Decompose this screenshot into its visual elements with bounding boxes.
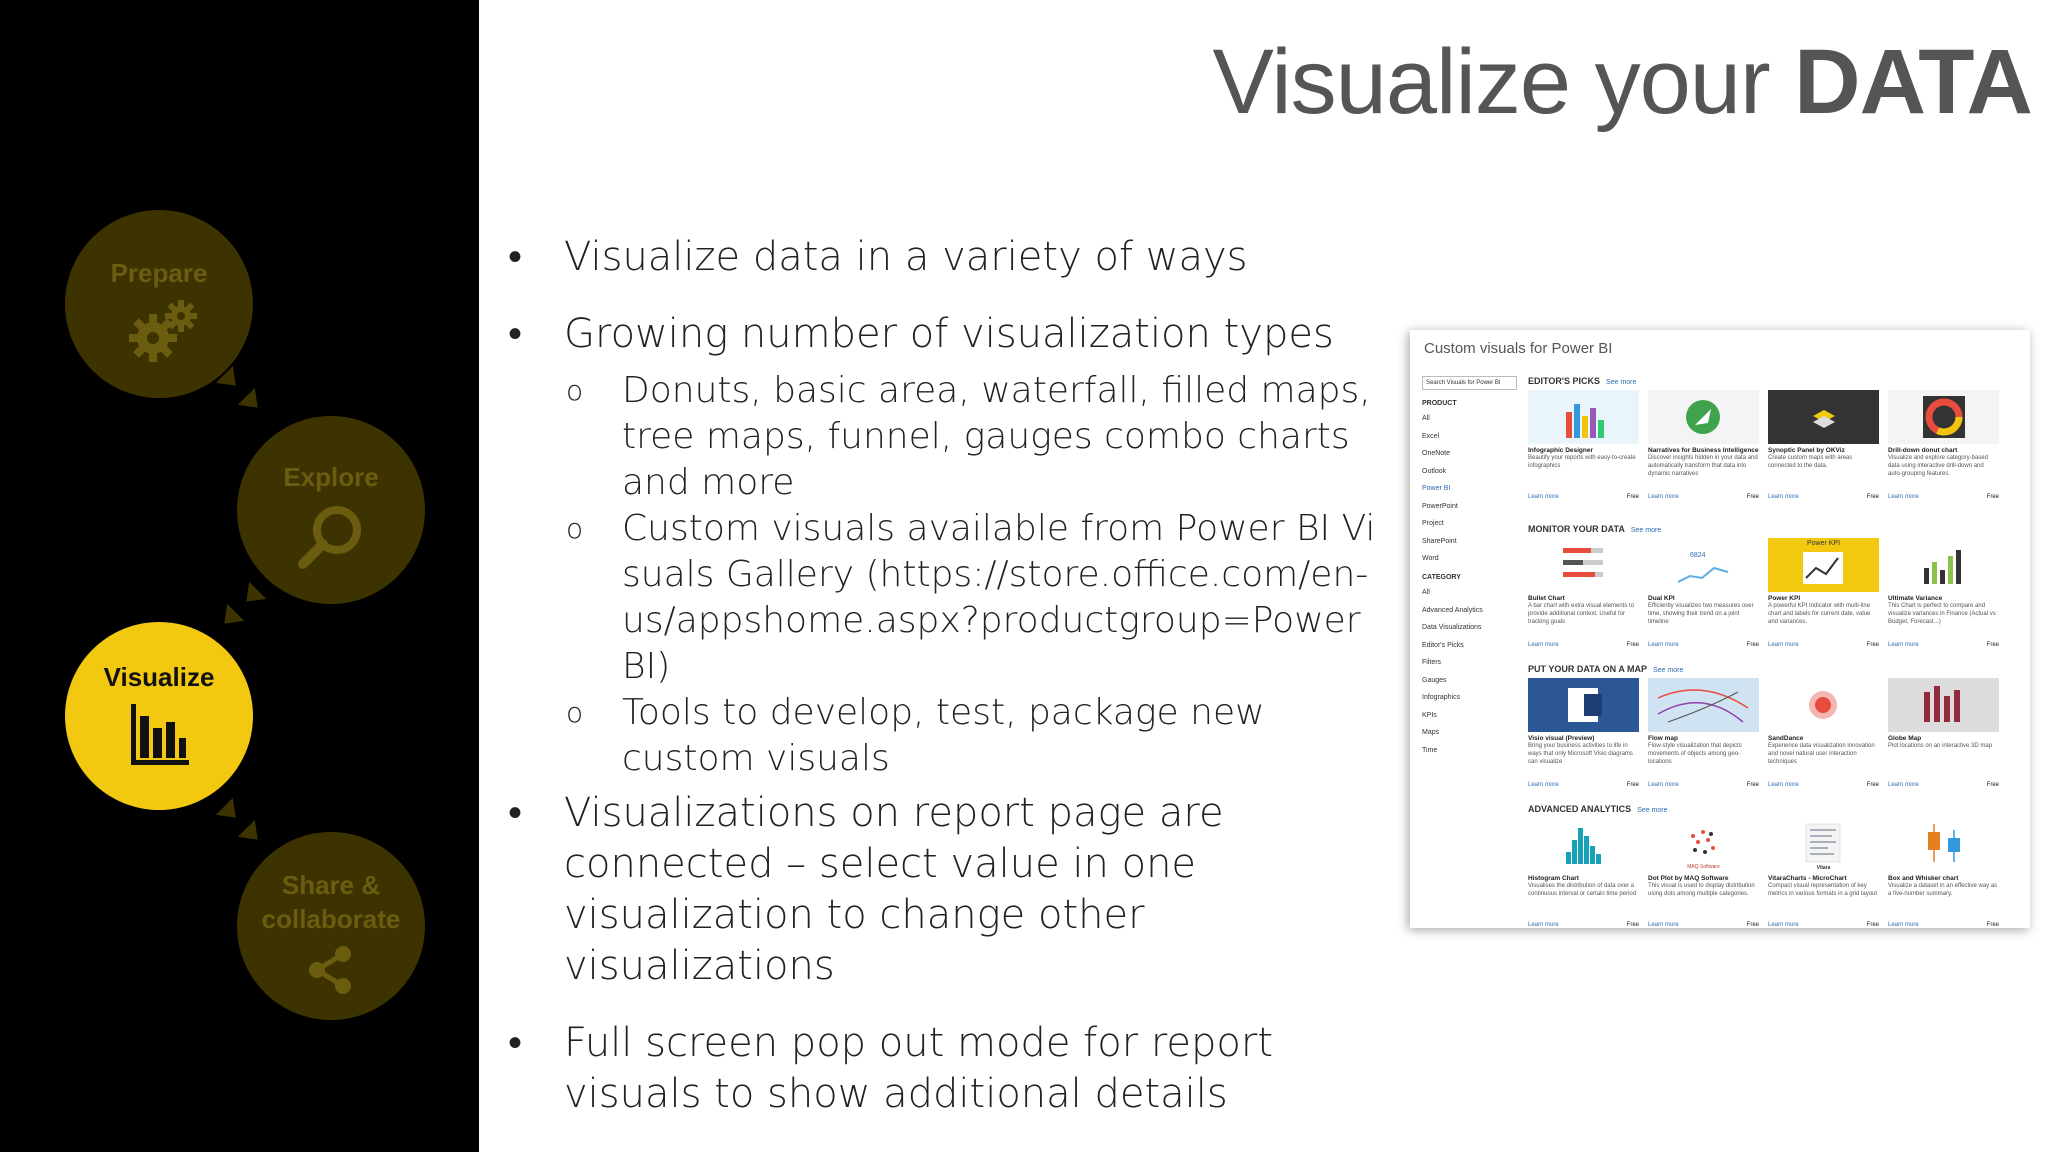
title-bold: DATA	[1794, 31, 2032, 133]
card-desc: A powerful KPI Indicator with multi-line chart and labels for current date, value and variances.	[1768, 603, 1871, 625]
card-name: Dot Plot by MAQ Software	[1648, 875, 1729, 882]
section-heading: ADVANCED ANALYTICS	[1528, 804, 1632, 814]
visual-card[interactable]	[1888, 678, 1999, 788]
infographic-thumb	[1528, 390, 1639, 444]
price-label: Free	[1986, 782, 1999, 788]
bullet-3: • Visualizations on report page are connected – select value in one visualization to change other visualizations	[500, 788, 1380, 992]
step-share-label-1: Share &	[281, 870, 381, 900]
bar-chart-icon	[127, 704, 191, 770]
step-share-label-2: collaborate	[261, 904, 401, 934]
card-desc: Beautify your reports with easy-to-create infographics	[1528, 455, 1636, 469]
card-desc: Visualize a dataset in an effective way as a five-number summary.	[1888, 883, 1998, 897]
step-prepare[interactable]	[65, 210, 253, 398]
card-thumbnail	[1528, 390, 1639, 444]
learn-more-link[interactable]: Learn more	[1528, 922, 1559, 928]
price-label: Free	[1866, 922, 1879, 928]
price-label: Free	[1986, 494, 1999, 500]
visual-card[interactable]	[1768, 538, 1879, 648]
price-label: Free	[1986, 642, 1999, 648]
product-filter-selected[interactable]: Power BI	[1422, 485, 1451, 492]
slide-title	[1213, 30, 2032, 135]
product-filter[interactable]: Outlook	[1422, 467, 1447, 475]
visual-card[interactable]	[1648, 538, 1759, 648]
flow-arrow	[238, 582, 266, 610]
card-thumbnail	[1528, 678, 1639, 732]
step-visualize-label: Visualize	[103, 662, 215, 692]
price-label: Free	[1866, 782, 1879, 788]
section-heading: EDITOR'S PICKS	[1528, 376, 1600, 386]
card-desc: Efficiently visualizes two measures over time, showing their trend on a joint timeline	[1648, 603, 1754, 625]
learn-more-link[interactable]: Learn more	[1888, 494, 1919, 500]
learn-more-link[interactable]: Learn more	[1528, 782, 1559, 788]
narratives-thumb	[1648, 390, 1759, 444]
card-name: Infographic Designer	[1528, 447, 1594, 454]
card-name: Dual KPI	[1648, 595, 1675, 602]
category-filter[interactable]: Editor's Picks	[1422, 641, 1464, 649]
card-thumbnail	[1768, 538, 1879, 592]
vitara-thumb	[1768, 818, 1879, 872]
histogram-thumb	[1528, 818, 1639, 872]
learn-more-link[interactable]: Learn more	[1768, 494, 1799, 500]
sub-bullet-3: o Tools to develop, test, package new custom visuals	[500, 690, 1380, 782]
bullet-2: • Growing number of visualization types	[500, 309, 1380, 360]
learn-more-link[interactable]: Learn more	[1768, 782, 1799, 788]
card-name: Narratives for Business Intelligence	[1648, 447, 1759, 454]
sub-bullet-2: o Custom visuals available from Power BI Visuals Gallery (https://store.office.com/en-us/appshome.aspx?productgroup=PowerBI)	[500, 506, 1380, 690]
flow-map-thumb	[1648, 678, 1759, 732]
learn-more-link[interactable]: Learn more	[1768, 922, 1799, 928]
card-name: Ultimate Variance	[1888, 595, 1943, 602]
product-filter[interactable]: OneNote	[1422, 450, 1451, 457]
see-more-link[interactable]: See more	[1606, 379, 1637, 386]
visual-card[interactable]	[1648, 390, 1759, 500]
dual-kpi-value: 6824	[1690, 552, 1706, 559]
card-desc: A bar chart with extra visual elements to provide additional context. Useful for tracking goals	[1528, 603, 1635, 625]
product-filter[interactable]: SharePoint	[1422, 537, 1457, 545]
card-name: Bullet Chart	[1528, 595, 1565, 602]
flow-arrow	[216, 604, 244, 632]
price-label: Free	[1746, 494, 1759, 500]
box-whisker-thumb	[1888, 818, 1999, 872]
product-filter[interactable]: All	[1422, 415, 1430, 422]
product-filter[interactable]: Word	[1422, 555, 1439, 562]
synoptic-thumb	[1768, 390, 1879, 444]
product-filter[interactable]: PowerPoint	[1422, 502, 1458, 510]
step-explore-label: Explore	[283, 462, 379, 492]
learn-more-link[interactable]: Learn more	[1888, 922, 1919, 928]
sub-bullet-1: o Donuts, basic area, waterfall, filled maps, tree maps, funnel, gauges combo charts and more	[500, 368, 1380, 506]
category-filter[interactable]: KPIs	[1422, 711, 1437, 719]
vitara-thumb-label: Vitara	[1816, 865, 1831, 871]
card-name: Flow map	[1648, 735, 1678, 742]
visual-card[interactable]	[1888, 538, 1999, 648]
visual-card[interactable]	[1768, 390, 1879, 500]
magnifier-icon	[295, 502, 367, 574]
custom-visuals-store-screenshot	[1410, 330, 2030, 928]
sanddance-thumb	[1768, 678, 1879, 732]
card-thumbnail	[1528, 818, 1639, 872]
maq-thumb-label: MAQ Software	[1687, 864, 1720, 870]
bullet-thumb	[1528, 538, 1639, 592]
category-filter[interactable]: Gauges	[1422, 676, 1447, 684]
visual-card[interactable]	[1528, 538, 1639, 648]
price-label: Free	[1866, 642, 1879, 648]
bullet-1: • Visualize data in a variety of ways	[500, 232, 1380, 283]
card-name: Box and Whisker chart	[1888, 875, 1959, 882]
price-label: Free	[1626, 494, 1639, 500]
card-desc: Experience data visualization innovation and novel natural user interaction techniques	[1768, 743, 1875, 765]
flow-arrow	[216, 798, 244, 826]
price-label: Free	[1746, 642, 1759, 648]
card-thumbnail	[1648, 538, 1759, 592]
card-desc: Flow-style visualization that depicts movements of objects among geo-locations	[1648, 743, 1742, 765]
bullet-4: • Full screen pop out mode for report visuals to show additional details	[500, 1018, 1380, 1120]
card-thumbnail	[1888, 538, 1999, 592]
category-filter[interactable]: Maps	[1422, 729, 1440, 736]
card-desc: Plot locations on an interactive 3D map	[1888, 743, 1993, 749]
learn-more-link[interactable]: Learn more	[1888, 782, 1919, 788]
card-name: VitaraCharts - MicroChart	[1768, 875, 1847, 882]
card-thumbnail	[1768, 390, 1879, 444]
card-desc: This Chart is perfect to compare and visualize variances in Finance (Actual vs Budget, Forecast...)	[1888, 603, 1996, 625]
step-visualize[interactable]	[65, 622, 253, 810]
visual-card[interactable]	[1528, 818, 1639, 928]
store-section-monitor	[1528, 524, 2023, 648]
learn-more-link[interactable]: Learn more	[1888, 642, 1919, 648]
store-section-maps	[1528, 664, 2023, 788]
category-filter[interactable]: Filters	[1422, 659, 1442, 666]
price-label: Free	[1626, 642, 1639, 648]
learn-more-link[interactable]: Learn more	[1648, 494, 1679, 500]
card-thumbnail	[1648, 390, 1759, 444]
price-label: Free	[1626, 782, 1639, 788]
card-desc: Compact visual representation of key metrics in various formats in a grid layout	[1768, 883, 1878, 897]
section-heading: MONITOR YOUR DATA	[1528, 524, 1625, 534]
card-thumbnail	[1888, 818, 1999, 872]
card-desc: Visualize and explore category-based data using interactive drill-down and auto-grouping features.	[1888, 455, 1988, 477]
visual-card[interactable]	[1888, 390, 1999, 500]
step-prepare-label: Prepare	[110, 258, 208, 288]
share-icon	[305, 944, 357, 996]
category-filter[interactable]: Infographics	[1422, 694, 1461, 701]
visio-thumb	[1528, 678, 1639, 732]
visual-card[interactable]	[1888, 818, 1999, 928]
visual-card[interactable]	[1768, 678, 1879, 788]
learn-more-link[interactable]: Learn more	[1648, 922, 1679, 928]
card-name: SandDance	[1768, 735, 1804, 742]
card-thumbnail	[1888, 390, 1999, 444]
learn-more-link[interactable]: Learn more	[1648, 782, 1679, 788]
category-filter[interactable]: Data Visualizations	[1422, 624, 1482, 631]
price-label: Free	[1986, 922, 1999, 928]
category-filter[interactable]: Advanced Analytics	[1422, 606, 1483, 614]
donut-thumb	[1888, 390, 1999, 444]
price-label: Free	[1866, 494, 1879, 500]
dual-kpi-thumb	[1648, 538, 1759, 592]
card-desc: Create custom maps with areas connected to the data.	[1768, 455, 1853, 469]
price-label: Free	[1626, 922, 1639, 928]
card-desc: Discover insights hidden in your data and automatically transform that data into dynamic narratives	[1648, 455, 1758, 477]
flow-arrow	[238, 820, 266, 848]
price-label: Free	[1746, 782, 1759, 788]
store-section-editors-picks	[1528, 376, 2023, 500]
card-name: Synoptic Panel by OKViz	[1768, 447, 1845, 454]
category-filter[interactable]: Time	[1422, 746, 1438, 754]
visual-card[interactable]	[1528, 678, 1639, 788]
product-filter[interactable]: Project	[1422, 520, 1444, 527]
product-filter[interactable]: Excel	[1422, 432, 1440, 440]
product-heading: PRODUCT	[1422, 400, 1457, 407]
power-kpi-thumb-label: Power KPI	[1806, 540, 1841, 547]
visual-card[interactable]	[1648, 818, 1759, 928]
card-thumbnail	[1648, 818, 1759, 872]
card-desc: This visual is used to display distribution using dots among multiple categories.	[1648, 883, 1755, 897]
left-panel	[0, 0, 479, 1152]
store-search-input[interactable]: Search Visuals for Power BI	[1422, 376, 1517, 390]
variance-thumb	[1888, 538, 1999, 592]
see-more-link[interactable]: See more	[1653, 667, 1684, 674]
card-name: Globe Map	[1888, 735, 1922, 742]
card-thumbnail	[1888, 678, 1999, 732]
visual-card[interactable]	[1648, 678, 1759, 788]
learn-more-link[interactable]: Learn more	[1768, 642, 1799, 648]
card-thumbnail	[1768, 818, 1879, 872]
card-name: Visio visual (Preview)	[1528, 735, 1595, 742]
category-filter[interactable]: All	[1422, 589, 1430, 596]
card-name: Power KPI	[1768, 595, 1801, 602]
card-thumbnail	[1768, 678, 1879, 732]
gears-icon	[123, 296, 203, 366]
section-heading: PUT YOUR DATA ON A MAP	[1528, 664, 1647, 674]
card-desc: Bring your business activities to life in ways that only Microsoft Visio diagrams can visualize	[1528, 743, 1633, 765]
learn-more-link[interactable]: Learn more	[1648, 642, 1679, 648]
card-name: Histogram Chart	[1528, 875, 1579, 882]
price-label: Free	[1746, 922, 1759, 928]
bullet-list	[500, 232, 1380, 1120]
globe-map-thumb	[1888, 678, 1999, 732]
card-thumbnail	[1648, 678, 1759, 732]
card-thumbnail	[1528, 538, 1639, 592]
see-more-link[interactable]: See more	[1630, 527, 1662, 534]
flow-arrow	[238, 388, 266, 416]
visual-card[interactable]	[1768, 818, 1879, 928]
card-name: Drill-down donut chart	[1888, 447, 1958, 454]
store-title: Custom visuals for Power BI	[1424, 340, 1613, 357]
title-light: Visualize your	[1212, 31, 1795, 133]
learn-more-link[interactable]: Learn more	[1528, 494, 1559, 500]
category-heading: CATEGORY	[1422, 574, 1461, 581]
learn-more-link[interactable]: Learn more	[1528, 642, 1559, 648]
see-more-link[interactable]: See more	[1637, 807, 1668, 814]
step-share[interactable]	[237, 832, 425, 1020]
card-desc: Visualises the distribution of data over a continuous interval or certain time period	[1528, 883, 1637, 897]
store-section-analytics	[1528, 804, 2023, 928]
step-explore[interactable]	[237, 416, 425, 604]
visual-card[interactable]	[1528, 390, 1639, 500]
store-sidebar	[1422, 376, 1517, 764]
